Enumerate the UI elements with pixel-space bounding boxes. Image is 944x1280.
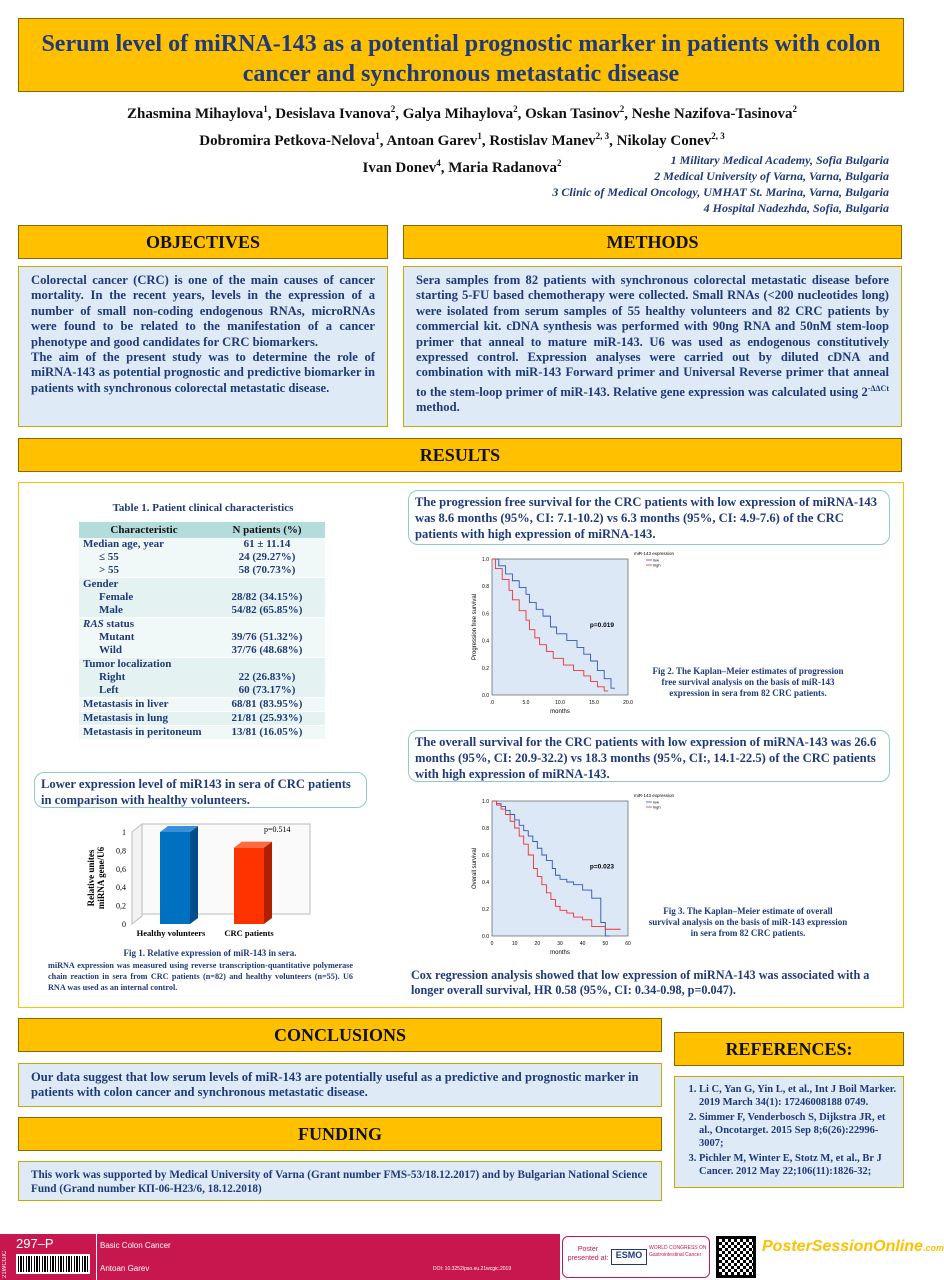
table-cell-label: Wild xyxy=(99,644,123,656)
table-row xyxy=(79,658,325,698)
x-tick-label: 50 xyxy=(602,941,609,947)
y-tick-label: 0.4 xyxy=(482,638,489,645)
table-cell-label: Male xyxy=(99,604,123,616)
reference-item: 2. Simmer F, Venderbosch S, Dijkstra JR, et al., Oncotarget. 2015 Sep 8;6(26):22996-3007; xyxy=(699,1111,897,1150)
footer-congress-box xyxy=(562,1236,710,1278)
y-tick-label: 0.0 xyxy=(482,693,489,699)
x-tick-label: 30 xyxy=(557,941,563,947)
y-tick-label: 0.4 xyxy=(482,880,489,886)
chart-wall-left xyxy=(132,824,142,924)
author-affiliation-mark: 2 xyxy=(792,104,797,114)
author-affiliation-mark: 2 xyxy=(513,104,518,114)
table-cell-value xyxy=(213,618,321,631)
table-cell-label: Right xyxy=(99,671,126,683)
p-value-annotation: p=0.023 xyxy=(589,863,614,871)
x-tick-label: CRC patients xyxy=(224,928,274,938)
y-tick-label: 0,8 xyxy=(116,846,126,856)
x-tick-label: 10 xyxy=(511,941,518,947)
p-value-annotation: p=0.514 xyxy=(264,825,291,834)
methods-heading: METHODS xyxy=(403,225,902,259)
bar-side xyxy=(190,826,198,924)
funding-text: This work was supported by Medical University of Varna (Grant number FMS-53/18.12.2017) and by Bulgarian National Science Fund (Grand number КП-06-Н23/6, 18.12.2018) xyxy=(18,1161,662,1201)
table-cell-value: 54/82 (65.85%) xyxy=(231,604,303,616)
table-row xyxy=(79,712,325,726)
table-cell-value: 28/82 (34.15%) xyxy=(231,591,303,603)
table-header-characteristic: Characteristic xyxy=(79,522,209,538)
y-tick-label: 0.8 xyxy=(482,826,489,832)
author-name: Ivan Donev xyxy=(362,160,437,176)
author-affiliation-mark: 1 xyxy=(263,104,268,114)
y-tick-label: 0.8 xyxy=(482,584,489,591)
footer-barcode xyxy=(16,1254,90,1274)
x-tick-label: Healthy volunteers xyxy=(136,928,206,938)
table-cell-label: Median age, year xyxy=(83,538,164,550)
x-tick-label: .0 xyxy=(489,700,495,706)
reference-item: 1. Li C, Yan G, Yin L, et al., Int J Boil Marker. 2019 March 34(1): 17246008188 0749. xyxy=(699,1083,897,1109)
author-affiliation-mark: 2 xyxy=(557,158,562,168)
patient-table xyxy=(79,522,325,740)
table-cell-value: 37/76 (48.68%) xyxy=(231,644,303,656)
table-cell-value: 24 (29.27%) xyxy=(238,551,296,563)
qr-code xyxy=(716,1236,756,1278)
table-caption: Table 1. Patient clinical characteristics xyxy=(112,502,294,514)
legend-title: miR-143 expression xyxy=(634,793,675,798)
table-cell-label: > 55 xyxy=(99,564,120,576)
table-cell-label: Metastasis in liver xyxy=(83,698,169,710)
author-name: Oskan Tasinov xyxy=(525,106,620,122)
p-value-annotation: p=0.019 xyxy=(589,622,614,629)
footer-author: Antoan Garev xyxy=(100,1264,150,1273)
authors-line-1: Zhasmina Mihaylova$^1$, Desislava Ivanova$^2$, Galya Mihaylova$^2$, Oskan Tasinov$^2$, Neshe Nazifova-Tasinova$^2$ xyxy=(127,104,797,122)
footer-side-code: 21WCGIC xyxy=(2,1250,8,1278)
cox-text: Cox regression analysis showed that low expression of miRNA-143 was associated with a longer overall survival, HR 0.58 (95%, CI: 0.34-0.98, p=0.047). xyxy=(411,968,870,997)
fig3-os-km-plot xyxy=(462,790,696,968)
affiliation-1: 1 Military Medical Academy, Sofia Bulgaria xyxy=(670,153,889,167)
os-text-box: The overall survival for the CRC patients with low expression of miRNA-143 was 26.6 months (95%, CI: 20.9-32.2) vs 18.3 months (95%, CI:, 14.1-22.5) of the CRC patients with high expression of miRNA-143. xyxy=(408,730,890,782)
author-affiliation-mark: 2, 3 xyxy=(711,131,725,141)
legend-title: miR-143 expression xyxy=(634,551,675,556)
fig1-caption: Fig 1. Relative expression of miR-143 in sera. xyxy=(123,948,297,958)
affiliation-4: 4 Hospital Nadezhda, Sofia, Bulgaria xyxy=(703,201,889,215)
poster-title: Serum level of miRNA-143 as a potential prognostic marker in patients with colon cancer and synchronous metastatic disease xyxy=(18,18,904,92)
references-box xyxy=(674,1076,904,1188)
table-row xyxy=(79,618,325,658)
y-tick-label: 0.0 xyxy=(482,934,489,940)
author-name: Zhasmina Mihaylova xyxy=(127,106,264,122)
y-tick-label: 0,2 xyxy=(116,901,126,911)
lower-expression-box: Lower expression level of miR143 in sera of CRC patients in comparison with healthy volunteers. xyxy=(34,772,367,808)
table-cell-label: Left xyxy=(99,684,119,696)
conclusions-text: Our data suggest that low serum levels of miR-143 are potentially useful as a predictive and prognostic marker in patients with colon cancer and synchronous metastatic disease. xyxy=(18,1063,662,1107)
author-affiliation-mark: 2 xyxy=(390,104,396,114)
footer-category: Basic Colon Cancer xyxy=(100,1241,171,1250)
x-tick-label: 20 xyxy=(534,941,541,947)
author-affiliation-mark: 4 xyxy=(436,158,441,168)
y-axis-label: Overall survival xyxy=(472,847,478,890)
table-cell-label: ≤ 55 xyxy=(99,551,119,563)
footer-poster-label: Poster presented at: xyxy=(567,1246,609,1262)
methods-tail: method. xyxy=(416,400,460,415)
fig2-caption: Fig 2. The Kaplan–Meier estimates of progression free survival analysis on the basis of miR-143 expression in sera from 82 CRC patients. xyxy=(652,666,844,698)
author-name: Rostislav Manev xyxy=(489,133,596,149)
objectives-paragraph-2: The aim of the present study was to determine the role of miRNA-143 as potential prognostic and predictive biomarker in patients with synchronous colorectal metastatic disease. xyxy=(31,350,375,395)
table-row xyxy=(79,578,325,618)
author-affiliation-mark: 1 xyxy=(477,131,482,141)
x-axis-label: months xyxy=(550,950,570,956)
author-name: Antoan Garev xyxy=(386,133,478,149)
fig1-description: miRNA expression was measured using reverse transcription-quantitative polymerase chain reaction in sera from CRC patients (n=82) and healthy volunteers (n=55). U6 RNA was used as an internal control. xyxy=(48,961,353,992)
legend-label: low xyxy=(653,557,660,563)
y-tick-label: 1 xyxy=(122,828,126,837)
x-tick-label: 5.0 xyxy=(522,700,530,706)
y-tick-label: 1.0 xyxy=(482,799,489,805)
x-tick-label: 10.0 xyxy=(555,700,565,706)
table-cell-value: 13/81 (16.05%) xyxy=(231,726,303,738)
table-cell-label: Tumor localization xyxy=(83,658,172,670)
bar xyxy=(160,832,190,924)
funding-heading: FUNDING xyxy=(18,1117,662,1151)
bar xyxy=(234,848,264,924)
x-tick-label: 40 xyxy=(579,941,586,947)
objectives-heading: OBJECTIVES xyxy=(18,225,388,259)
table-cell-value: 39/76 (51.32%) xyxy=(231,631,303,643)
y-tick-label: 0.6 xyxy=(482,611,489,618)
table-cell-label: Metastasis in lung xyxy=(83,712,168,724)
legend-label: high xyxy=(653,804,661,810)
y-axis-label: Progression free survival xyxy=(472,593,478,661)
table-cell-value: 68/81 (83.95%) xyxy=(231,698,303,710)
objectives-text xyxy=(18,266,388,427)
conclusions-heading: CONCLUSIONS xyxy=(18,1018,662,1052)
footer-doi: DOI: 10.3252/pso.eu.21wcgic.2019 xyxy=(433,1266,512,1272)
methods-text xyxy=(403,266,902,427)
y-tick-label: 0,6 xyxy=(116,864,126,874)
table-row xyxy=(79,698,325,712)
fig3-caption: Fig 3. The Kaplan–Meier estimate of overall survival analysis on the basis of miR-143 expression in sera from 82 CRC patients. xyxy=(648,906,848,938)
references-heading: REFERENCES: xyxy=(674,1032,904,1066)
table-cell-value: 61 ± 11.14 xyxy=(243,538,291,550)
table-cell-label: Female xyxy=(99,591,134,603)
author-name: Nikolay Conev xyxy=(616,133,712,149)
table-row xyxy=(79,538,325,578)
fig2-pfs-km-plot xyxy=(462,548,696,728)
x-tick-label: 0 xyxy=(490,941,494,947)
x-tick-label: 15.0 xyxy=(589,700,599,706)
affiliations xyxy=(400,152,889,216)
x-axis-label: months xyxy=(550,709,570,715)
author-affiliation-mark: 1 xyxy=(375,131,380,141)
reference-item: 3. Pichler M, Winter E, Stotz M, et al., Br J Cancer. 2012 May 22;106(11):1826-32; xyxy=(699,1152,897,1178)
patient-table-wrap xyxy=(79,522,325,740)
table-cell-label: RAS status xyxy=(83,618,135,630)
author-affiliation-mark: 2, 3 xyxy=(595,131,610,141)
affiliation-2: 2 Medical University of Varna, Varna, Bulgaria xyxy=(654,169,889,183)
table-cell-value xyxy=(213,658,321,671)
bar-side xyxy=(264,842,272,924)
footer-code: 297–P xyxy=(16,1236,54,1251)
results-heading: RESULTS xyxy=(18,438,902,472)
legend-label: low xyxy=(653,799,660,805)
footer xyxy=(0,1230,944,1280)
y-tick-label: 0.6 xyxy=(482,853,489,859)
table-cell-value: 58 (70.73%) xyxy=(238,564,296,576)
y-tick-label: 0 xyxy=(122,920,126,929)
author-affiliation-mark: 2 xyxy=(619,104,625,114)
methods-body: Sera samples from 82 patients with synchronous colorectal metastatic disease before starting 5-FU based chemotherapy were collected. Small RNAs (<200 nucleotides long) were isolated from serum samples of 55 healthy volunteers and 82 CRC patients by commercial kit. cDNA synthesis was performed with 90ng RNA and 50nM stem-loop primer that anneal to mature miR-143. U6 was used as endogenous constitutively expressed control. Expression analyses were carried out by diluted cDNA and combination with miR-143 Forward primer and Universal Reverse primer that anneal to the stem-loop primer of miR-143. Relative gene expression was calculated using 2 xyxy=(416,273,889,400)
table-cell-value: 21/81 (25.93%) xyxy=(231,712,303,724)
table-header-patients: N patients (%) xyxy=(209,522,325,538)
methods-superscript: -ΔΔCt xyxy=(867,383,889,393)
y-tick-label: 0,4 xyxy=(116,883,126,893)
table-cell-label: Gender xyxy=(83,578,119,590)
table-row xyxy=(79,726,325,740)
table-cell-label: Mutant xyxy=(99,631,135,643)
author-name: Desislava Ivanova xyxy=(275,106,391,122)
brand-com: .com xyxy=(922,1243,944,1253)
x-tick-label: 60 xyxy=(625,941,631,947)
y-axis-label: Relative unitesmiRNA gene/U6 xyxy=(86,846,106,910)
x-tick-label: 20.0 xyxy=(623,700,633,706)
table-cell-value xyxy=(213,578,321,591)
brand-logo xyxy=(762,1238,944,1276)
table-cell-value: 22 (26.83%) xyxy=(238,671,296,683)
y-tick-label: 0.2 xyxy=(482,665,489,672)
objectives-paragraph-1: Colorectal cancer (CRC) is one of the main causes of cancer mortality. In the recent years, levels in the expression of a number of small non-coding endogenous RNAs, microRNAs were found to be related to the manifestation of a cancer phenotype and good candidates for CRC biomarkers. xyxy=(31,273,375,349)
legend-label: high xyxy=(653,562,661,568)
y-tick-label: 1.0 xyxy=(482,557,489,563)
brand-main: PosterSessionOnline xyxy=(762,1238,923,1255)
table-cell-value: 60 (73.17%) xyxy=(238,684,296,696)
affiliation-3: 3 Clinic of Medical Oncology, UMHAT St. Marina, Varna, Bulgaria xyxy=(552,185,889,199)
authors-line-3: Ivan Donev$^4$, Maria Radanova$^2$ xyxy=(362,158,562,176)
esmo-logo: ESMO xyxy=(611,1249,647,1265)
references-list xyxy=(685,1083,897,1178)
table-cell-label: Metastasis in peritoneum xyxy=(83,726,202,738)
y-tick-label: 0.2 xyxy=(482,907,489,913)
fig1-bar-chart xyxy=(84,816,314,942)
congress-logo: WORLD CONGRESS ON Gastrointestinal Cancer xyxy=(649,1245,707,1258)
author-name: Maria Radanova xyxy=(448,160,557,176)
pfs-text-box: The progression free survival for the CRC patients with low expression of miRNA-143 was 8.6 months (95%, CI: 7.1-10.2) vs 6.3 months (95%, CI: 4.9-7.6) of the CRC patients with high expression of miRNA-143. xyxy=(408,490,890,545)
author-name: Dobromira Petkova-Nelova xyxy=(199,133,376,149)
author-name: Galya Mihaylova xyxy=(402,106,514,122)
authors-line-2: Dobromira Petkova-Nelova$^1$, Antoan Garev$^1$, Rostislav Manev$^{2, 3}$, Nikolay Conev$^{2, 3}$ xyxy=(199,131,725,149)
author-name: Neshe Nazifova-Tasinova xyxy=(631,106,793,122)
